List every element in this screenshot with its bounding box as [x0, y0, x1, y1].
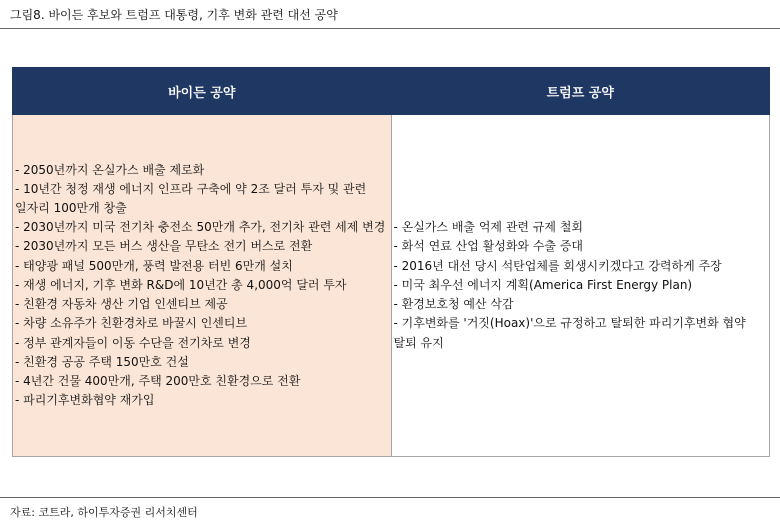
list-item: - 친환경 자동차 생산 기업 인센티브 제공	[15, 297, 228, 312]
list-item: - 화석 연료 산업 활성화와 수출 증대	[393, 239, 584, 254]
list-item: - 2050년까지 온실가스 배출 제로화	[15, 162, 205, 177]
biden-pledges-cell	[13, 115, 392, 457]
figure-title: 그림8. 바이든 후보와 트럼프 대통령, 기후 변화 관련 대선 공약	[10, 8, 338, 22]
list-item: - 친환경 공공 주택 150만호 건설	[15, 354, 189, 369]
list-item: - 차량 소유주가 친환경차로 바꿀시 인센티브	[15, 316, 248, 331]
trump-pledge-list	[394, 218, 768, 352]
list-item: - 재생 에너지, 기후 변화 R&D에 10년간 총 4,000억 달러 투자	[15, 277, 347, 292]
list-item: - 온실가스 배출 억제 관련 규제 철회	[393, 220, 584, 235]
biden-pledge-list	[15, 161, 389, 411]
trump-pledges-cell	[391, 115, 770, 457]
table-header-row	[13, 68, 770, 115]
list-item: - 정부 관계자들이 이동 수단을 전기차로 변경	[15, 335, 251, 350]
list-item: - 기후변화를 '거짓(Hoax)'으로 규정하고 탈퇴한 파리기후변화 협약 탈퇴 유지	[393, 316, 746, 350]
list-item: - 태양광 패널 500만개, 풍력 발전용 터빈 6만개 설치	[15, 258, 293, 273]
table-body-row	[13, 115, 770, 457]
list-item: - 2016년 대선 당시 석탄업체를 회생시키겠다고 강력하게 주장	[393, 258, 722, 273]
title-divider	[0, 28, 780, 29]
pledge-comparison-table	[12, 67, 770, 457]
list-item: - 4년간 건물 400만개, 주택 200만호 친환경으로 전환	[15, 373, 301, 388]
source-note: 자료: 코트라, 하이투자증권 리서치센터	[10, 506, 198, 519]
list-item: - 파리기후변화협약 재가입	[15, 393, 155, 408]
list-item: - 2030년까지 모든 버스 생산을 무탄소 전기 버스로 전환	[15, 239, 313, 254]
list-item: - 환경보호청 예산 삭감	[393, 297, 514, 312]
source-divider	[0, 497, 780, 498]
list-item: - 미국 최우선 에너지 계획(America First Energy Plan)	[393, 277, 693, 292]
list-item: - 10년간 청정 재생 에너지 인프라 구축에 약 2조 달러 투자 및 관련 일자리 100만개 창출	[15, 181, 367, 216]
header-trump-pledges: 트럼프 공약	[391, 68, 770, 115]
header-biden-pledges: 바이든 공약	[13, 68, 392, 115]
list-item: - 2030년까지 미국 전기차 충전소 50만개 추가, 전기차 관련 세제 변경	[15, 220, 386, 235]
